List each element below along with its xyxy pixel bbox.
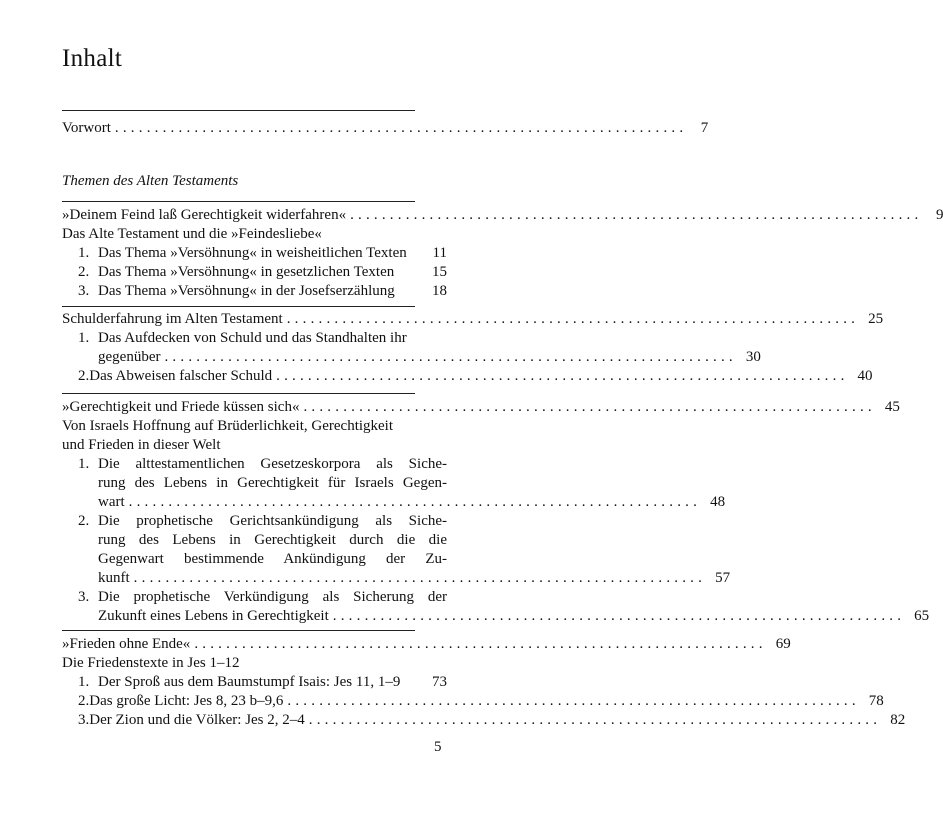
toc-page-number: 45 — [884, 399, 900, 415]
toc-entry-title: Das große Licht: Jes 8, 23 b–9,6 — [89, 693, 284, 709]
toc-entry-title: Das Thema »Versöhnung« in weisheitlichen Texten — [98, 245, 407, 261]
toc-item-number: 3. — [78, 283, 90, 299]
toc-subentry[interactable] — [78, 328, 447, 348]
toc-entry[interactable] — [62, 416, 447, 436]
toc-subentry-continuation[interactable] — [98, 568, 731, 588]
toc-page-number: 82 — [890, 712, 906, 728]
toc-page-number: 40 — [857, 368, 873, 384]
leader-dots: ........................................................................ — [194, 636, 767, 652]
toc-subentry[interactable] — [78, 454, 447, 474]
toc-entry-title: »Frieden ohne Ende« — [62, 636, 191, 652]
toc-page-number: 78 — [868, 693, 884, 709]
toc-page-number: 15 — [432, 264, 447, 280]
toc-subentry[interactable] — [78, 511, 447, 531]
toc-subentry-continuation[interactable] — [98, 492, 726, 512]
toc-subentry-continuation[interactable] — [98, 549, 447, 569]
toc-entry[interactable] — [62, 205, 943, 225]
toc-entry-title: Das Alte Testament und die »Feindesliebe« — [62, 226, 322, 242]
toc-entry-title: Von Israels Hoffnung auf Brüderlichkeit, Gerechtigkeit — [62, 418, 394, 434]
toc-page-number: 48 — [710, 494, 726, 510]
divider-rule — [62, 110, 415, 111]
toc-entry-title: Das Abweisen falscher Schuld — [89, 368, 273, 384]
toc-item-number: 1. — [78, 674, 90, 690]
toc-entry-title: »Deinem Feind laß Gerechtigkeit widerfahren« — [62, 207, 347, 223]
toc-page-number: 30 — [745, 349, 761, 365]
toc-entry[interactable] — [62, 653, 447, 673]
toc-entry-title: Das Aufdecken von Schuld und das Standhalten ihr — [98, 330, 407, 346]
divider-rule — [62, 630, 415, 631]
leader-dots: ........................................................................ — [276, 368, 849, 384]
leader-dots: ........................................................................ — [350, 207, 923, 223]
toc-item-number: 3. — [78, 712, 90, 728]
toc-entry-title: Die prophetische Verkündigung als Sicherung der — [98, 589, 447, 605]
toc-entry-title: Das Thema »Versöhnung« in der Josefserzählung — [98, 283, 395, 299]
toc-subentry[interactable] — [78, 587, 447, 607]
page-number: 5 — [434, 739, 442, 755]
toc-subentry[interactable] — [78, 691, 884, 711]
toc-entry-title: Das Thema »Versöhnung« in gesetzlichen Texten — [98, 264, 395, 280]
divider-rule — [62, 306, 415, 307]
toc-page-number: 65 — [914, 608, 930, 624]
toc-entry-title: Schulderfahrung im Alten Testament — [62, 311, 283, 327]
toc-entry-title: Die Friedenstexte in Jes 1–12 — [62, 655, 240, 671]
toc-item-number: 2. — [78, 513, 90, 529]
toc-page-number: 69 — [775, 636, 791, 652]
toc-subentry-continuation[interactable] — [98, 347, 761, 367]
toc-item-number: 3. — [78, 589, 90, 605]
toc-subentry[interactable] — [78, 366, 873, 386]
toc-entry[interactable] — [62, 634, 791, 654]
divider-rule — [62, 201, 415, 202]
toc-subentry[interactable] — [78, 262, 447, 282]
toc-entry-title: Die prophetische Gerichtsankündigung als Siche- — [98, 513, 447, 529]
toc-subentry-continuation[interactable] — [98, 530, 447, 550]
toc-entry-title: Gegenwart bestimmende Ankündigung der Zu- — [98, 551, 447, 567]
toc-entry-title: »Gerechtigkeit und Friede küssen sich« — [62, 399, 300, 415]
toc-subentry[interactable] — [78, 281, 447, 301]
toc-subentry[interactable] — [78, 672, 447, 692]
leader-dots: ........................................................................ — [286, 311, 860, 327]
toc-item-number: 1. — [78, 245, 90, 261]
leader-dots: ........................................................................ — [332, 608, 906, 624]
toc-item-number: 1. — [78, 456, 90, 472]
leader-dots: ........................................................................ — [133, 570, 707, 586]
toc-subentry[interactable] — [78, 710, 906, 730]
toc-entry-title: und Frieden in dieser Welt — [62, 437, 221, 453]
toc-entry-title: Die alttestamentlichen Gesetzeskorpora als Siche- — [98, 456, 447, 472]
toc-subentry-continuation[interactable] — [98, 473, 447, 493]
toc-entry-vorwort[interactable] — [62, 118, 709, 138]
leader-dots: ........................................................................ — [303, 399, 876, 415]
toc-page-number: 25 — [868, 311, 884, 327]
toc-entry-title: gegenüber — [98, 349, 161, 365]
toc-entry[interactable] — [62, 435, 447, 455]
toc-entry-title: kunft — [98, 570, 130, 586]
toc-page-number: 11 — [432, 245, 447, 261]
toc-subentry[interactable] — [78, 243, 447, 263]
leader-dots: ........................................................................ — [287, 693, 860, 709]
toc-subentry-continuation[interactable] — [98, 606, 930, 626]
toc-item-number: 1. — [78, 330, 90, 346]
toc-entry-title: rung des Lebens in Gerechtigkeit durch die die — [98, 532, 447, 548]
section-title: Themen des Alten Testaments — [62, 173, 239, 189]
divider-rule — [62, 393, 415, 394]
leader-dots: ........................................................................ — [164, 349, 737, 365]
toc-entry[interactable] — [62, 224, 447, 244]
toc-entry-title: Zukunft eines Lebens in Gerechtigkeit — [98, 608, 329, 624]
toc-entry[interactable] — [62, 397, 900, 417]
toc-entry-title: Der Sproß aus dem Baumstumpf Isais: Jes 11, 1–9 — [98, 674, 401, 690]
toc-entry-title: Der Zion und die Völker: Jes 2, 2–4 — [89, 712, 305, 728]
toc-page-number: 18 — [432, 283, 447, 299]
toc-item-number: 2. — [78, 264, 90, 280]
toc-page-number: 9 — [935, 207, 943, 223]
leader-dots: ........................................................................ — [114, 120, 688, 136]
toc-entry-title: rung des Lebens in Gerechtigkeit für Israels Gegen- — [98, 475, 447, 491]
toc-page-number: 7 — [700, 120, 709, 136]
toc-item-number: 2. — [78, 693, 90, 709]
toc-page-number: 73 — [432, 674, 447, 690]
leader-dots: ........................................................................ — [128, 494, 702, 510]
toc-item-number: 2. — [78, 368, 90, 384]
toc-entry-title: wart — [98, 494, 125, 510]
page-title: Inhalt — [62, 45, 123, 72]
toc-entry[interactable] — [62, 309, 884, 329]
toc-page-number: 57 — [715, 570, 731, 586]
toc-entry-title: Vorwort — [62, 120, 111, 136]
leader-dots: ........................................................................ — [308, 712, 882, 728]
